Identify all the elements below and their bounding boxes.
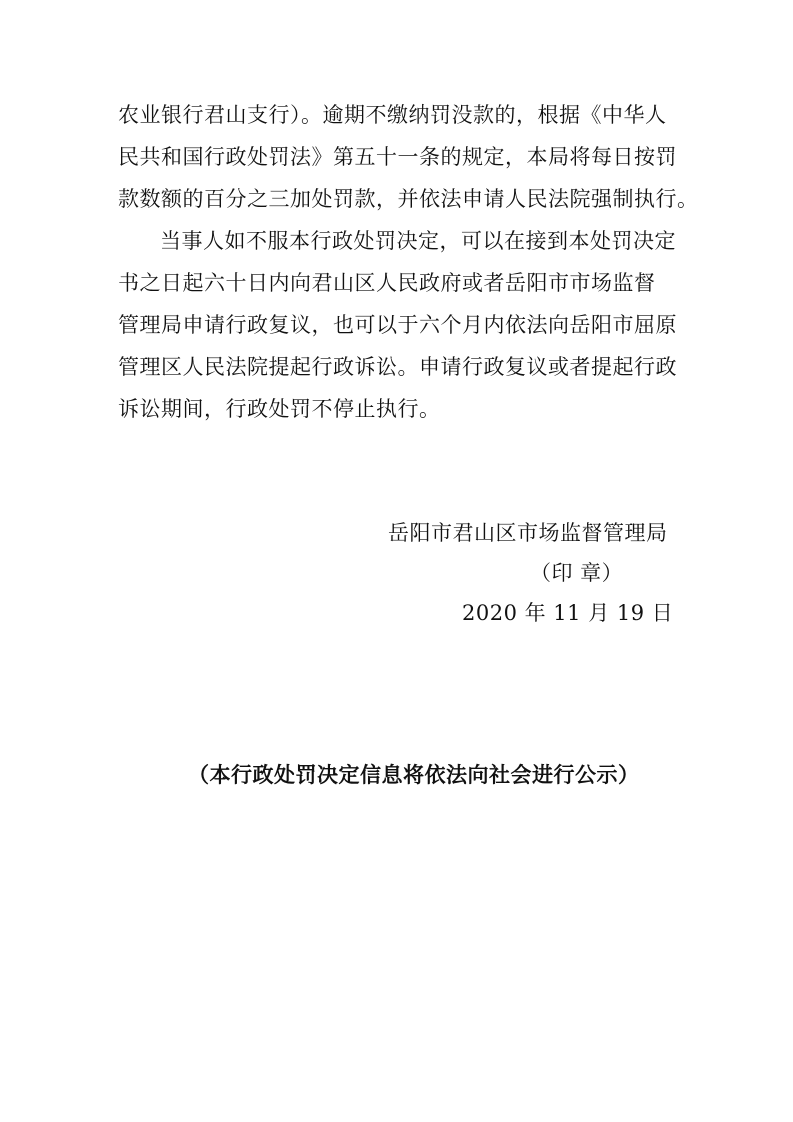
paragraph-2-line-5: 诉讼期间，行政处罚不停止执行。	[118, 397, 441, 421]
paragraph-2-line-2: 书之日起六十日内向君山区人民政府或者岳阳市市场监督	[118, 271, 656, 295]
public-notice: （本行政处罚决定信息将依法向社会进行公示）	[188, 763, 640, 787]
signature-date: 2020 年 11 月 19 日	[462, 601, 674, 625]
paragraph-2-line-3: 管理局申请行政复议，也可以于六个月内依法向岳阳市屈原	[118, 313, 677, 337]
signature-seal: （印 章）	[530, 561, 624, 585]
paragraph-2-line-4: 管理区人民法院提起行政诉讼。申请行政复议或者提起行政	[118, 355, 677, 379]
paragraph-2-line-1: 当事人如不服本行政处罚决定，可以在接到本处罚决定	[160, 229, 676, 253]
paragraph-1-line-2: 民共和国行政处罚法》第五十一条的规定，本局将每日按罚	[118, 145, 677, 169]
paragraph-1-line-3: 款数额的百分之三加处罚款，并依法申请人民法院强制执行。	[118, 187, 699, 211]
paragraph-1-line-1: 农业银行君山支行）。逾期不缴纳罚没款的，根据《中华人	[118, 103, 667, 127]
signature-organization: 岳阳市君山区市场监督管理局	[388, 521, 668, 545]
